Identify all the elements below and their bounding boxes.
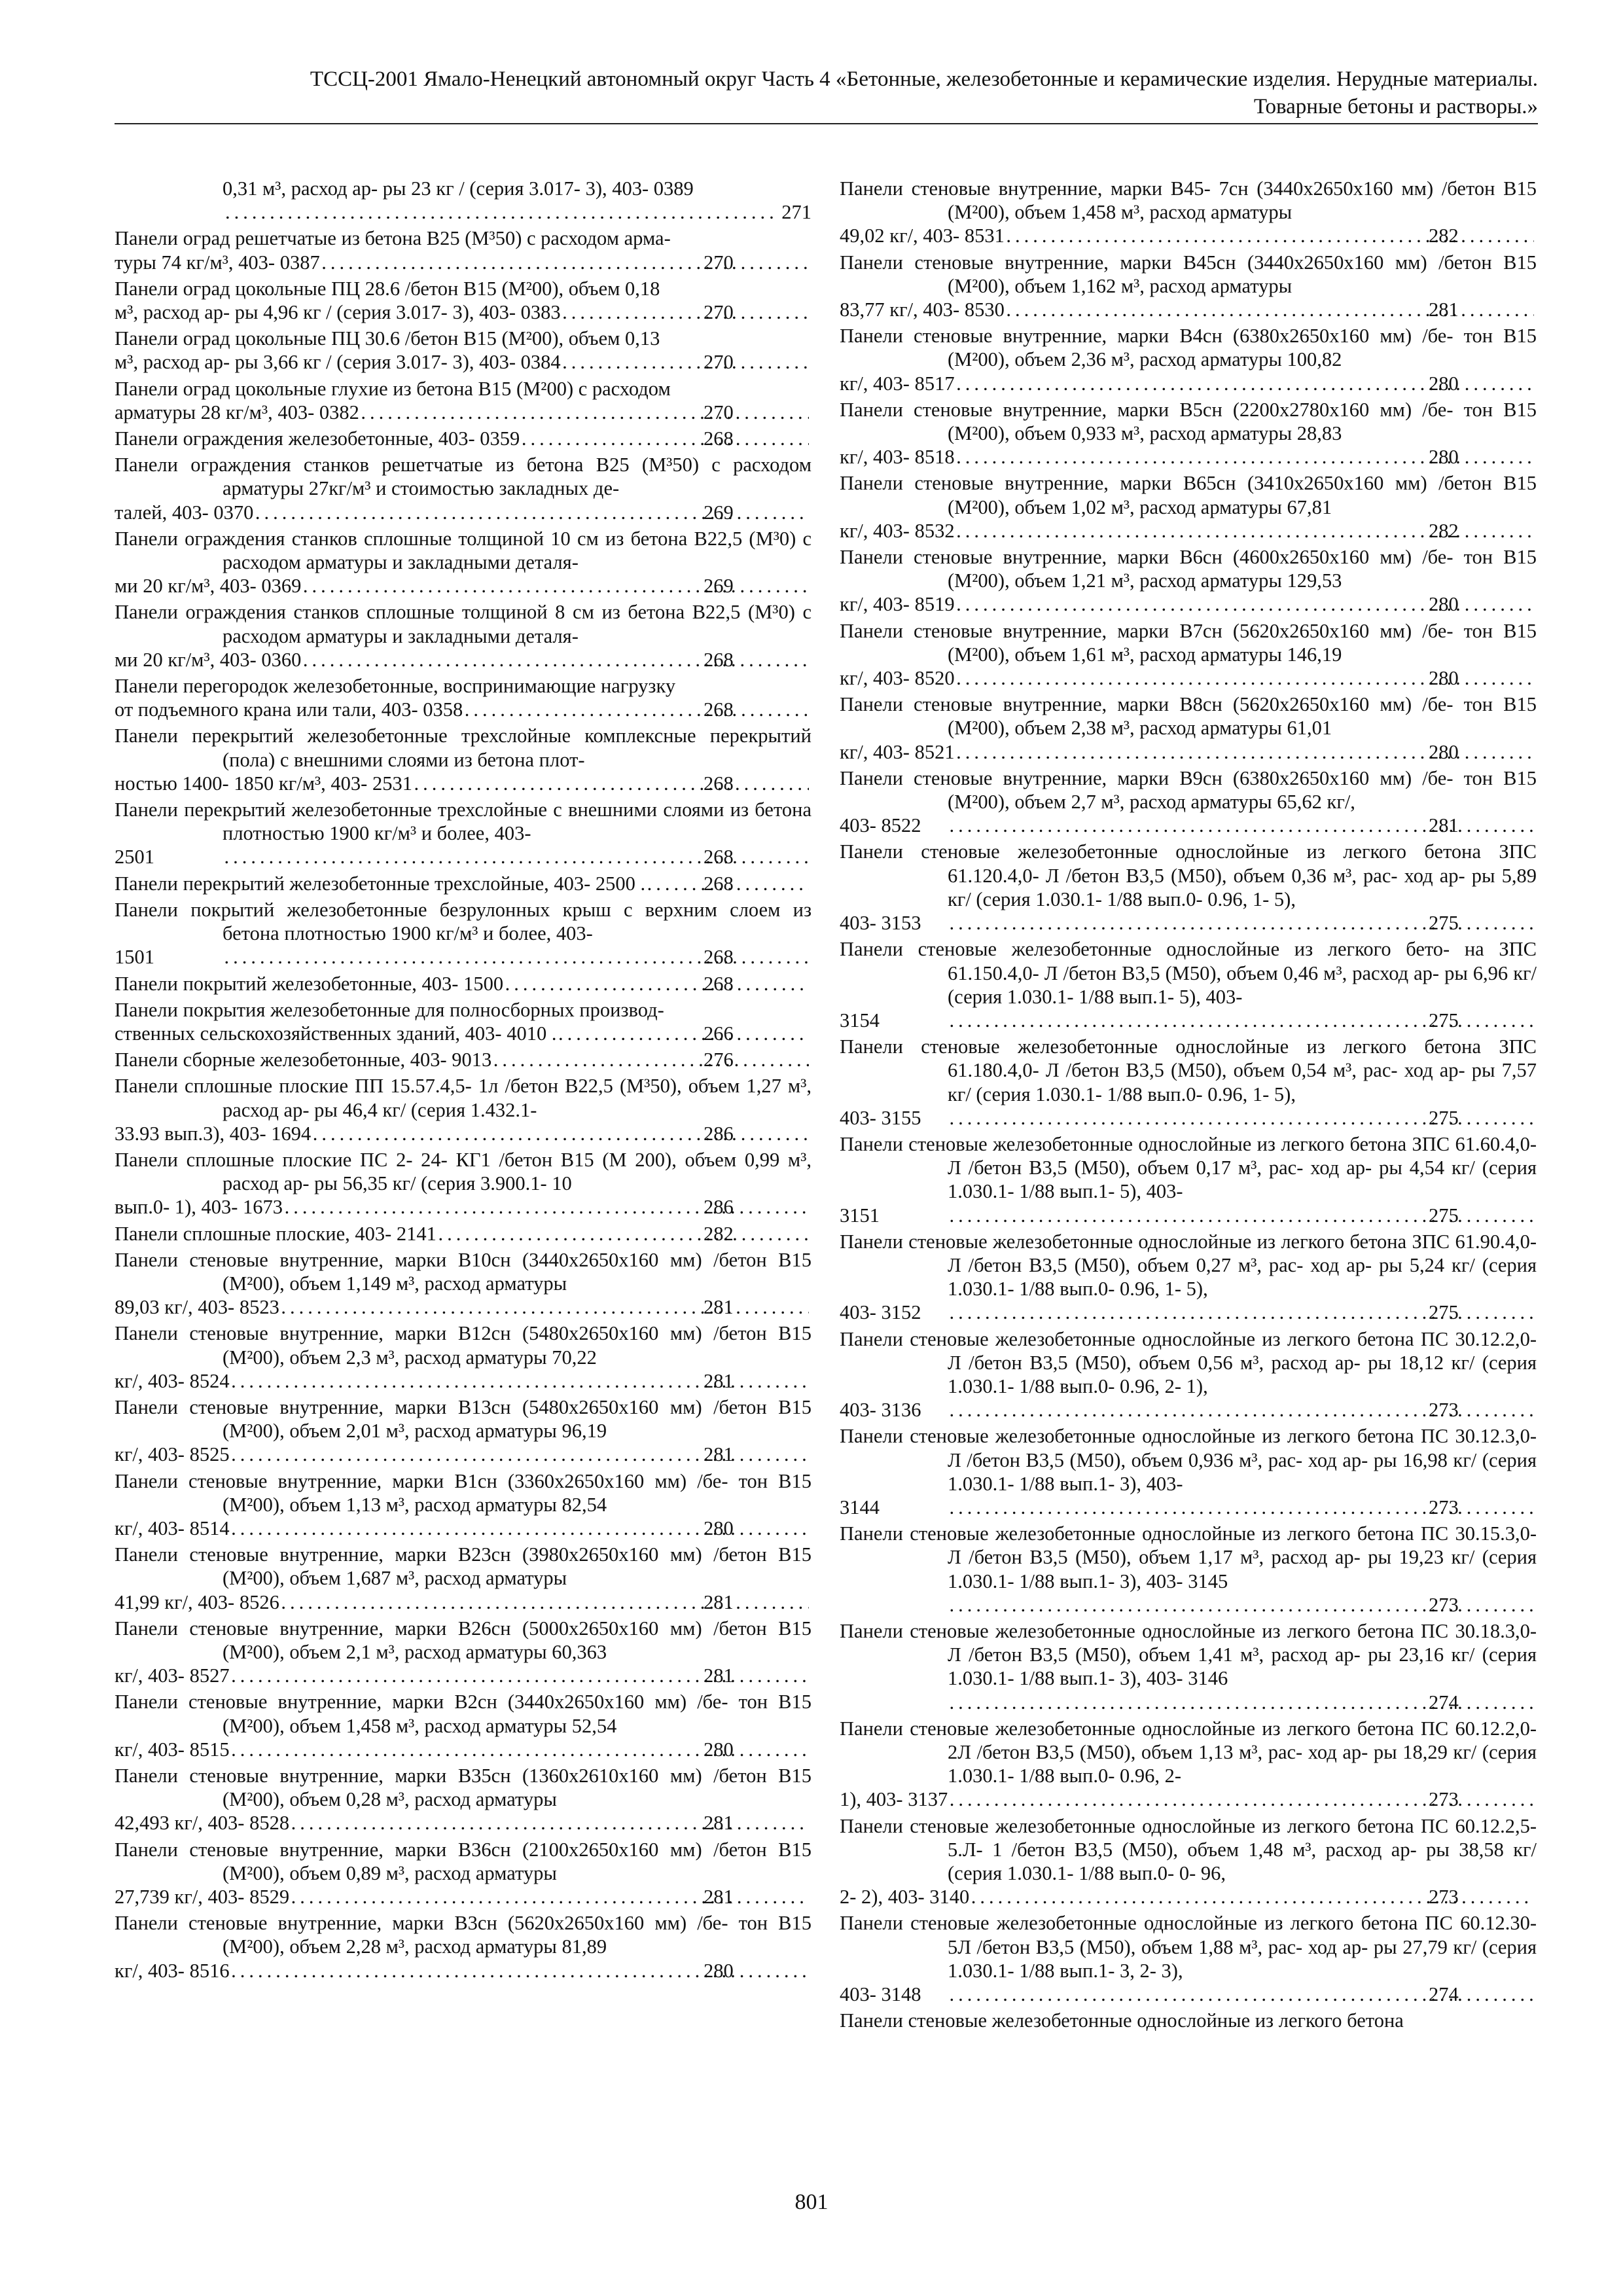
entry-leader-line: 2501 ..... 268 bbox=[223, 845, 812, 869]
entry-leader-line: 3144 ..... 273 bbox=[948, 1496, 1537, 1519]
index-entry bbox=[115, 226, 812, 274]
index-column-left bbox=[115, 177, 812, 1985]
entry-text: Панели стеновые внутренние, марки В23сн (3980х2650х160 мм) /бетон В15 (М²00), объем 1,687 м³, расход арматуры bbox=[115, 1543, 812, 1590]
index-entry bbox=[115, 377, 812, 424]
entry-leader-line: Панели сплошные плоские, 403- 2141 ..... 282 bbox=[223, 1222, 812, 1246]
entry-text-end: Панели покрытий железобетонные, 403- 1500 bbox=[115, 972, 504, 995]
entry-leader-line: ми 20 кг/м³, 403- 0369 ..... 269 bbox=[223, 574, 812, 598]
entry-text: Панели стеновые внутренние, марки В26сн (5000х2650х160 мм) /бетон В15 (М²00), объем 2,1 м³, расход арматуры 60,363 bbox=[115, 1617, 812, 1663]
entry-text-end: от подъемного крана или тали, 403- 0358 bbox=[115, 698, 463, 721]
entry-text-end: талей, 403- 0370 bbox=[115, 501, 254, 524]
entry-leader-line: 3151 ..... 275 bbox=[948, 1204, 1537, 1227]
page-number: 801 bbox=[794, 2190, 829, 2214]
entry-leader-line: арматуры 28 кг/м³, 403- 0382 ..... 270 bbox=[223, 401, 812, 424]
entry-text: Панели стеновые железобетонные однослойные из легкого бетона ПС 30.12.3,0- Л /бетон В3,5 (М50), объем 0,936 м³, рас- ход ар- ры 16,98 кг/ (серия 1.030.1- 1/88 вып.1- 3), 403- bbox=[840, 1425, 1537, 1495]
entry-leader-line: 3154 ..... 275 bbox=[948, 1009, 1537, 1032]
entry-text: Панели стеновые железобетонные однослойные из легкого бетона ЗПС 61.120.4,0- Л /бетон В3,5 (М50), объем 0,36 м³, рас- ход ар- ры 5,89 кг/ (серия 1.030.1- 1/88 вып.0- 0.96, 1- 5), bbox=[840, 840, 1537, 910]
entry-text: Панели стеновые внутренние, марки В9сн (6380х2650х160 мм) /бе- тон В15 (М²00), объем 2,7 м³, расход арматуры 65,62 кг/, bbox=[840, 766, 1537, 814]
entry-leader-line: ственных сельскохозяйственных зданий, 403- 4010 . ..... 266 bbox=[223, 1022, 812, 1045]
entry-text: 0,31 м³, расход ар- ры 23 кг / (серия 3.017- 3), 403- 0389 bbox=[223, 177, 694, 200]
dot-leader bbox=[506, 972, 809, 996]
entry-text: Панели стеновые внутренние, марки В1сн (3360х2650х160 мм) /бе- тон В15 (М²00), объем 1,13 м³, расход арматуры 82,54 bbox=[115, 1469, 812, 1516]
entry-text: Панели стеновые железобетонные однослойные из легкого бетона ПС 60.12.2,0- 2Л /бетон В3,5 (М50), объем 1,13 м³, рас- ход ар- ры 18,29 кг/ (серия 1.030.1- 1/88 вып.0- 0.96, 2- bbox=[840, 1717, 1537, 1787]
dot-leader bbox=[415, 772, 809, 795]
entry-text-end: арматуры 28 кг/м³, 403- 0382 bbox=[115, 401, 359, 423]
entry-leader-line: 403- 3136 ..... 273 bbox=[948, 1398, 1537, 1422]
entry-text: Панели сплошные плоские ПП 15.57.4,5- 1л /бетон В22,5 (М³50), объем 1,27 м³, расход ар- ры 46,4 кг/ (серия 1.432.1- bbox=[115, 1075, 812, 1121]
entry-text: Панели покрытия железобетонные для полносборных производ- bbox=[115, 998, 664, 1021]
header-line-1: ТССЦ-2001 Ямало-Ненецкий автономный округ Часть 4 «Бетонные, железобетонные и керамические изделия. Нерудные материалы. bbox=[310, 67, 1538, 91]
dot-leader bbox=[563, 350, 809, 374]
entry-leader-line: Панели ограждения железобетонные, 403- 0359 ..... 268 bbox=[223, 427, 812, 450]
index-entry bbox=[840, 545, 1537, 617]
index-entry bbox=[115, 1395, 812, 1467]
entry-leader-line: 49,02 кг/, 403- 8531 ..... 282 bbox=[948, 224, 1537, 247]
entry-leader-line: туры 74 кг/м³, 403- 0387 ..... 270 bbox=[223, 251, 812, 274]
entry-text-end: кг/, 403- 8524 bbox=[115, 1369, 230, 1392]
index-entry bbox=[115, 327, 812, 374]
entry-text: Панели перегородок железобетонные, воспринимающие нагрузку bbox=[115, 675, 676, 698]
index-entry bbox=[115, 674, 812, 721]
entry-leader-line: 1), 403- 3137 ..... 273 bbox=[948, 1787, 1537, 1811]
index-entry bbox=[115, 527, 812, 598]
entry-text: Панели стеновые железобетонные однослойные из легкого бетона ЗПС 61.60.4,0- Л /бетон В3,5 (М50), объем 0,17 м³, рас- ход ар- ры 4,54 кг/ (серия 1.030.1- 1/88 вып.1- 5), 403- bbox=[840, 1132, 1537, 1203]
index-entry bbox=[115, 1048, 812, 1071]
index-entry bbox=[115, 1911, 812, 1982]
entry-text-end: кг/, 403- 8517 bbox=[840, 372, 955, 395]
index-entry bbox=[840, 1035, 1537, 1130]
entry-text: Панели оград цокольные ПЦ 28.6 /бетон В15 (М²00), объем 0,18 bbox=[115, 277, 660, 300]
dot-leader bbox=[439, 1222, 809, 1246]
entry-text-end: 41,99 кг/, 403- 8526 bbox=[115, 1590, 279, 1613]
entry-text-end: 2- 2), 403- 3140 bbox=[840, 1886, 970, 1909]
entry-text-end: кг/, 403- 8521 bbox=[840, 740, 955, 763]
entry-text-end: кг/, 403- 8527 bbox=[115, 1664, 230, 1687]
index-entry bbox=[840, 619, 1537, 691]
index-entry bbox=[115, 1543, 812, 1614]
entry-text: Панели стеновые внутренние, марки В5сн (2200х2780х160 мм) /бе- тон В15 (М²00), объем 0,933 м³, расход арматуры 28,83 bbox=[840, 398, 1537, 445]
entry-leader-line: 42,493 кг/, 403- 8528 ..... 281 bbox=[223, 1811, 812, 1835]
entry-text: Панели стеновые внутренние, марки В45- 7сн (3440х2650х160 мм) /бетон В15 (М²00), объем 1,458 м³, расход арматуры bbox=[840, 177, 1537, 224]
index-entry bbox=[115, 177, 812, 224]
entry-text-end: вып.0- 1), 403- 1673 bbox=[115, 1196, 283, 1219]
dot-leader bbox=[559, 1022, 809, 1045]
entry-text-end: ностью 1400- 1850 кг/м³, 403- 2531 bbox=[115, 772, 412, 795]
entry-text: Панели ограждения станков сплошные толщиной 10 см из бетона В22,5 (М³0) с расходом арматуры и закладными деталя- bbox=[115, 527, 812, 574]
entry-text: Панели стеновые железобетонные однослойные из легкого бетона ПС 30.15.3,0- Л /бетон В3,5 (М50), объем 1,17 м³, расход ар- ры 19,23 кг/ (серия 1.030.1- 1/88 вып.1- 3), 403- 3145 bbox=[840, 1522, 1537, 1592]
entry-leader-line: от подъемного крана или тали, 403- 0358 ..... 268 bbox=[223, 698, 812, 721]
entry-text: Панели перекрытий железобетонные трехслойные с внешними слоями из бетона плотностью 1900 кг/м³ и более, 403- bbox=[115, 798, 812, 845]
entry-text-end: кг/, 403- 8516 bbox=[115, 1959, 230, 1982]
index-entry bbox=[840, 692, 1537, 764]
entry-text: Панели стеновые железобетонные однослойные из легкого бетона ЗПС 61.180.4,0- Л /бетон В3,5 (М50), объем 0,54 м³, рас- ход ар- ры 7,57 кг/ (серия 1.030.1- 1/88 вып.0- 0.96, 1- 5), bbox=[840, 1035, 1537, 1105]
index-entry bbox=[115, 277, 812, 324]
entry-text: Панели стеновые внутренние, марки В35сн (1360х2610х160 мм) /бетон В15 (М²00), объем 0,28 м³, расход арматуры bbox=[115, 1765, 812, 1811]
entry-text: Панели стеновые железобетонные однослойные из легкого бетона ПС 30.12.2,0- Л /бетон В3,5 (М50), объем 0,56 м³, расход ар- ры 18,12 кг/ (серия 1.030.1- 1/88 вып.0- 0.96, 2- 1), bbox=[840, 1327, 1537, 1397]
entry-leader-line: 41,99 кг/, 403- 8526 ..... 281 bbox=[223, 1590, 812, 1614]
index-entry bbox=[840, 398, 1537, 469]
entry-leader-line: 27,739 кг/, 403- 8529 ..... 281 bbox=[223, 1885, 812, 1909]
entry-leader-line: кг/, 403- 8520 ..... 280 bbox=[948, 666, 1537, 690]
entry-leader-line: м³, расход ар- ры 4,96 кг / (серия 3.017- 3), 403- 0383 ..... 270 bbox=[223, 300, 812, 324]
entry-leader-line: ..... 274 bbox=[948, 1691, 1537, 1714]
entry-leader-line: кг/, 403- 8517 ..... 280 bbox=[948, 372, 1537, 395]
entry-text: Панели стеновые внутренние, марки В3сн (5620х2650х160 мм) /бе- тон В15 (М²00), объем 2,28 м³, расход арматуры 81,89 bbox=[115, 1912, 812, 1958]
index-entry bbox=[115, 1148, 812, 1219]
entry-leader-line: 89,03 кг/, 403- 8523 ..... 281 bbox=[223, 1295, 812, 1319]
index-entry bbox=[115, 972, 812, 996]
index-entry bbox=[840, 1230, 1537, 1325]
index-entry bbox=[115, 1074, 812, 1145]
entry-text-end: кг/, 403- 8520 bbox=[840, 667, 955, 690]
entry-leader-line: Панели покрытий железобетонные, 403- 1500 ..... 268 bbox=[223, 972, 812, 996]
index-entry bbox=[840, 937, 1537, 1032]
entry-text-end: кг/, 403- 8515 bbox=[115, 1738, 230, 1761]
entry-leader-line: кг/, 403- 8524 ..... 281 bbox=[223, 1369, 812, 1393]
entry-leader-line: ми 20 кг/м³, 403- 0360 ..... 268 bbox=[223, 648, 812, 672]
dot-leader bbox=[362, 401, 809, 424]
dot-leader bbox=[465, 698, 809, 721]
entry-text-end: 83,77 кг/, 403- 8530 bbox=[840, 298, 1005, 321]
entry-text: Панели стеновые внутренние, марки В13сн (5480х2650х160 мм) /бетон В15 (М²00), объем 2,01 м³, расход арматуры 96,19 bbox=[115, 1395, 812, 1443]
index-entry bbox=[115, 998, 812, 1045]
index-entry bbox=[840, 840, 1537, 935]
entry-leader-line: 403- 3153 ..... 275 bbox=[948, 911, 1537, 935]
entry-text: Панели стеновые внутренние, марки В4сн (6380х2650х160 мм) /бе- тон В15 (М²00), объем 2,36 м³, расход арматуры 100,82 bbox=[840, 325, 1537, 371]
entry-text-end: кг/, 403- 8525 bbox=[115, 1443, 230, 1466]
entry-leader-line bbox=[223, 200, 812, 224]
index-entry bbox=[115, 1838, 812, 1909]
entry-text-end: Панели перекрытий железобетонные трехслойные, 403- 2500 . bbox=[115, 872, 646, 895]
dot-leader bbox=[563, 300, 809, 324]
entry-leader-line: кг/, 403- 8515 ..... 280 bbox=[223, 1738, 812, 1761]
entry-leader-line: 403- 3155 ..... 275 bbox=[948, 1106, 1537, 1130]
entry-leader-line: 403- 3148 ..... 274 bbox=[948, 1982, 1537, 2006]
dot-leader bbox=[313, 1122, 809, 1145]
entry-leader-line: кг/, 403- 8525 ..... 281 bbox=[223, 1443, 812, 1466]
entry-text-end: ственных сельскохозяйственных зданий, 403- 4010 . bbox=[115, 1022, 557, 1045]
entry-text-end: кг/, 403- 8532 bbox=[840, 519, 955, 542]
index-entry bbox=[840, 1619, 1537, 1714]
entry-leader-line: кг/, 403- 8516 ..... 280 bbox=[223, 1959, 812, 1982]
index-entry bbox=[115, 898, 812, 969]
index-entry bbox=[840, 1522, 1537, 1617]
index-entry bbox=[840, 471, 1537, 543]
index-entry bbox=[840, 177, 1537, 248]
entry-text-end: ми 20 кг/м³, 403- 0369 bbox=[115, 575, 302, 598]
index-entry bbox=[115, 1222, 812, 1246]
index-entry bbox=[115, 872, 812, 895]
index-entry bbox=[115, 1764, 812, 1835]
entry-text-end: 49,02 кг/, 403- 8531 bbox=[840, 224, 1005, 247]
entry-text: Панели ограждения станков сплошные толщиной 8 см из бетона В22,5 (М³0) с расходом арматуры и закладными деталя- bbox=[115, 601, 812, 647]
entry-leader-line: кг/, 403- 8532 ..... 282 bbox=[948, 519, 1537, 543]
entry-leader-line: кг/, 403- 8527 ..... 281 bbox=[223, 1664, 812, 1687]
index-entry bbox=[840, 1327, 1537, 1422]
entry-text-end: м³, расход ар- ры 3,66 кг / (серия 3.017- 3), 403- 0384 bbox=[115, 351, 561, 374]
entry-leader-line: м³, расход ар- ры 3,66 кг / (серия 3.017- 3), 403- 0384 ..... 270 bbox=[223, 350, 812, 374]
entry-text-end: 33.93 вып.3), 403- 1694 bbox=[115, 1122, 312, 1145]
dot-leader bbox=[225, 200, 779, 224]
entry-text-end: м³, расход ар- ры 4,96 кг / (серия 3.017- 3), 403- 0383 bbox=[115, 301, 561, 324]
entry-text-end: Панели ограждения железобетонные, 403- 0359 bbox=[115, 427, 520, 450]
entry-text-end: 89,03 кг/, 403- 8523 bbox=[115, 1296, 279, 1319]
entry-leader-line: 83,77 кг/, 403- 8530 ..... 281 bbox=[948, 298, 1537, 321]
entry-text-end: кг/, 403- 8519 bbox=[840, 593, 955, 616]
entry-text-end: 42,493 кг/, 403- 8528 bbox=[115, 1812, 290, 1835]
entry-text: Панели ограждения станков решетчатые из бетона В25 (М³50) с расходом арматуры 27кг/м³ и стоимостью закладных де- bbox=[115, 454, 812, 500]
index-entry bbox=[840, 1424, 1537, 1519]
entry-text: Панели стеновые внутренние, марки В2сн (3440х2650х160 мм) /бе- тон В15 (М²00), объем 1,458 м³, расход арматуры 52,54 bbox=[115, 1691, 812, 1737]
entry-text-end: 27,739 кг/, 403- 8529 bbox=[115, 1886, 290, 1909]
entry-text: Панели оград цокольные глухие из бетона В15 (М²00) с расходом bbox=[115, 377, 671, 400]
entry-text: Панели покрытий железобетонные безрулонных крыш с верхним слоем из бетона плотностью 1900 кг/м³ и более, 403- bbox=[115, 898, 812, 945]
entry-leader-line: 2- 2), 403- 3140 ..... 273 bbox=[948, 1885, 1537, 1909]
index-entry bbox=[115, 1690, 812, 1761]
entry-leader-line: кг/, 403- 8521 ..... 280 bbox=[948, 740, 1537, 764]
entry-text: Панели стеновые железобетонные однослойные из легкого бетона ПС 60.12.2,5- 5.Л- 1 /бетон В3,5 (М50), объем 1,48 м³, расход ар- ры 38,58 кг/ (серия 1.030.1- 1/88 вып.0- 0- 96, bbox=[840, 1814, 1537, 1885]
entry-leader-line: Панели перекрытий железобетонные трехслойные, 403- 2500 . ..... 268 bbox=[223, 872, 812, 895]
entry-text: Панели сплошные плоские ПС 2- 24- КГ1 /бетон В15 (М 200), объем 0,99 м³, расход ар- ры 56,35 кг/ (серия 3.900.1- 10 bbox=[115, 1148, 812, 1195]
entry-leader-line: ностью 1400- 1850 кг/м³, 403- 2531 ..... 268 bbox=[223, 772, 812, 795]
index-entry bbox=[115, 600, 812, 672]
index-entry bbox=[840, 1132, 1537, 1227]
index-entry bbox=[115, 453, 812, 524]
entry-text-end: кг/, 403- 8518 bbox=[840, 446, 955, 469]
dot-leader bbox=[323, 251, 809, 274]
entry-leader-line: кг/, 403- 8519 ..... 280 bbox=[948, 592, 1537, 616]
entry-text: Панели стеновые железобетонные однослойные из легкого бетона bbox=[840, 2009, 1404, 2032]
index-entry bbox=[840, 251, 1537, 322]
index-entry bbox=[115, 798, 812, 869]
entry-leader-line: талей, 403- 0370 ..... 269 bbox=[223, 501, 812, 524]
entry-text: Панели стеновые железобетонные однослойные из легкого бетона ПС 30.18.3,0- Л /бетон В3,5 (М50), объем 1,41 м³, расход ар- ры 23,16 кг/ (серия 1.030.1- 1/88 вып.1- 3), 403- 3146 bbox=[840, 1619, 1537, 1690]
entry-text: Панели оград цокольные ПЦ 30.6 /бетон В15 (М²00), объем 0,13 bbox=[115, 327, 660, 350]
entry-text: Панели стеновые внутренние, марки В65сн (3410х2650х160 мм) /бетон В15 (М²00), объем 1,02 м³, расход арматуры 67,81 bbox=[840, 472, 1537, 518]
index-entry bbox=[840, 1814, 1537, 1909]
index-entry bbox=[115, 1248, 812, 1319]
entry-text-end: кг/, 403- 8514 bbox=[115, 1516, 230, 1539]
index-entry bbox=[840, 1717, 1537, 1812]
entry-leader-line: ..... 273 bbox=[948, 1593, 1537, 1617]
entry-text-end: туры 74 кг/м³, 403- 0387 bbox=[115, 251, 320, 274]
entry-text: Панели перекрытий железобетонные трехслойные комплексные перекрытий (пола) с внешними слоями из бетона плот- bbox=[115, 725, 812, 771]
entry-text: Панели стеновые внутренние, марки В7сн (5620х2650х160 мм) /бе- тон В15 (М²00), объем 1,61 м³, расход арматуры 146,19 bbox=[840, 619, 1537, 666]
index-entry bbox=[115, 1321, 812, 1393]
entry-leader-line: кг/, 403- 8514 ..... 280 bbox=[223, 1516, 812, 1540]
entry-text: Панели стеновые внутренние, марки В36сн (2100х2650х160 мм) /бетон В15 (М²00), объем 0,89 м³, расход арматуры bbox=[115, 1838, 812, 1884]
index-entry bbox=[115, 724, 812, 795]
index-entry bbox=[115, 1617, 812, 1688]
index-entry bbox=[115, 1469, 812, 1541]
entry-text-end: ми 20 кг/м³, 403- 0360 bbox=[115, 648, 302, 671]
page-header bbox=[115, 65, 1538, 124]
entry-text: Панели стеновые железобетонные однослойные из легкого бетона ЗПС 61.90.4,0- Л /бетон В3,5 (М50), объем 0,27 м³, рас- ход ар- ры 5,24 кг/ (серия 1.030.1- 1/88 вып.0- 0.96, 1- 5), bbox=[840, 1230, 1537, 1300]
entry-text: Панели стеновые внутренние, марки В6сн (4600х2650х160 мм) /бе- тон В15 (М²00), объем 1,21 м³, расход арматуры 129,53 bbox=[840, 546, 1537, 592]
entry-leader-line: кг/, 403- 8518 ..... 280 bbox=[948, 445, 1537, 469]
entry-text-end: Панели сплошные плоские, 403- 2141 bbox=[115, 1222, 437, 1245]
entry-text: Панели стеновые внутренние, марки В45сн (3440х2650х160 мм) /бетон В15 (М²00), объем 1,162 м³, расход арматуры bbox=[840, 251, 1537, 297]
index-entry bbox=[840, 766, 1537, 838]
entry-page-ref: 271 bbox=[781, 201, 812, 224]
entry-text: Панели стеновые железобетонные однослойные из легкого бетона ПС 60.12.30- 5Л /бетон В3,5 (М50), объем 1,88 м³, рас- ход ар- ры 27,79 кг/ (серия 1.030.1- 1/88 вып.1- 3, 2- 3), bbox=[840, 1912, 1537, 1982]
entry-text-end: Панели сборные железобетонные, 403- 9013 bbox=[115, 1049, 492, 1071]
index-entry bbox=[115, 427, 812, 450]
entry-text: Панели оград решетчатые из бетона В25 (М³50) с расходом арма- bbox=[115, 227, 671, 250]
entry-text: Панели стеновые внутренние, марки В10сн (3440х2650х160 мм) /бетон В15 (М²00), объем 1,149 м³, расход арматуры bbox=[115, 1248, 812, 1295]
entry-text: Панели стеновые железобетонные однослойные из легкого бето- на ЗПС 61.150.4,0- Л /бетон В3,5 (М50), объем 0,46 м³, расход ар- ры 6,96 кг/ (серия 1.030.1- 1/88 вып.1- 5), 403- bbox=[840, 938, 1537, 1008]
entry-leader-line: 403- 8522 ..... 281 bbox=[948, 814, 1537, 837]
dot-leader bbox=[522, 427, 809, 450]
header-line-2: Товарные бетоны и растворы.» bbox=[1253, 95, 1538, 118]
entry-leader-line: 1501 ..... 268 bbox=[223, 945, 812, 969]
index-column-right bbox=[840, 177, 1537, 2035]
entry-leader-line: 33.93 вып.3), 403- 1694 ..... 286 bbox=[223, 1122, 812, 1145]
dot-leader bbox=[494, 1048, 809, 1071]
entry-leader-line: Панели сборные железобетонные, 403- 9013 ..... 276 bbox=[223, 1048, 812, 1071]
entry-leader-line: 403- 3152 ..... 275 bbox=[948, 1300, 1537, 1324]
entry-text: Панели стеновые внутренние, марки В8сн (5620х2650х160 мм) /бе- тон В15 (М²00), объем 2,38 м³, расход арматуры 61,01 bbox=[840, 693, 1537, 740]
index-entry bbox=[840, 324, 1537, 395]
index-entry bbox=[840, 1911, 1537, 2006]
index-entry bbox=[840, 2009, 1537, 2032]
entry-text: Панели стеновые внутренние, марки В12сн (5480х2650х160 мм) /бетон В15 (М²00), объем 2,3 м³, расход арматуры 70,22 bbox=[115, 1322, 812, 1369]
entry-leader-line: вып.0- 1), 403- 1673 ..... 286 bbox=[223, 1195, 812, 1219]
